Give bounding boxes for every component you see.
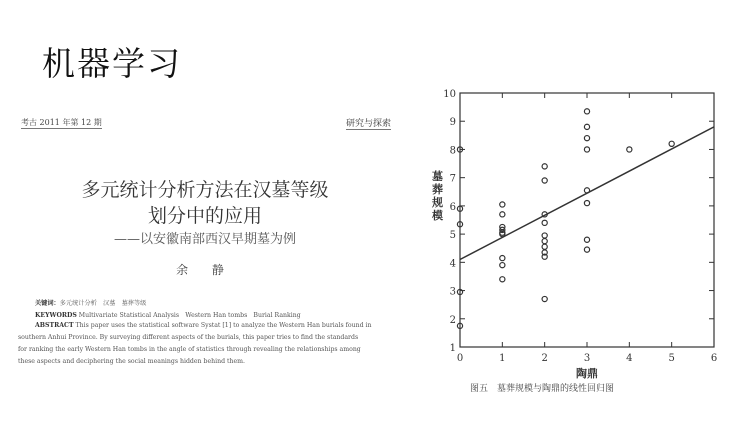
paper-subtitle: ——以安徽南部西汉早期墓为例 xyxy=(113,232,296,247)
data-point xyxy=(584,200,589,205)
y-tick-label: 4 xyxy=(449,258,456,270)
abstract-line: these aspects and deciphering the social meanings hidden behind them. xyxy=(18,358,245,365)
data-point xyxy=(584,136,589,141)
y-tick-label: 3 xyxy=(449,286,456,298)
x-axis-label: 陶鼎 xyxy=(576,367,598,380)
keywords-en xyxy=(35,310,301,319)
data-point xyxy=(500,256,505,261)
data-point xyxy=(584,147,589,152)
abstract-line: for ranking the early Western Han tombs in the angle of statistics through revealing the relationships among xyxy=(18,346,361,353)
y-tick-label: 7 xyxy=(449,173,456,185)
x-tick-label: 1 xyxy=(499,353,506,364)
x-tick-label: 4 xyxy=(626,353,633,364)
x-tick-label: 3 xyxy=(583,353,591,364)
y-tick-label: 1 xyxy=(449,343,456,354)
data-point xyxy=(584,247,589,252)
data-point xyxy=(542,239,547,244)
data-point xyxy=(500,202,505,207)
x-tick-label: 2 xyxy=(541,353,548,364)
data-point xyxy=(500,277,505,282)
y-tick-label: 5 xyxy=(449,230,456,242)
data-point xyxy=(627,147,632,152)
keywords-cn-label: 关键词： xyxy=(35,300,60,307)
data-point xyxy=(584,109,589,114)
data-point xyxy=(542,233,547,238)
data-point xyxy=(542,220,547,225)
data-point xyxy=(500,212,505,217)
plot-frame xyxy=(460,93,714,347)
keywords-cn-text: 多元统计分析 汉墓 墓葬等级 xyxy=(59,300,147,307)
abstract-label: ABSTRACT xyxy=(35,322,74,329)
data-point xyxy=(669,141,674,146)
y-tick-label: 10 xyxy=(443,89,456,100)
slide-title: 机器学习 xyxy=(42,44,182,83)
paper-title-line2: 划分中的应用 xyxy=(147,205,262,227)
data-point xyxy=(584,237,589,242)
y-tick-label: 8 xyxy=(449,145,456,157)
x-tick-label: 5 xyxy=(668,353,675,364)
data-point xyxy=(542,164,547,169)
y-tick-label: 6 xyxy=(449,201,456,213)
paper-excerpt xyxy=(15,112,395,372)
y-axis-label: 墓葬规模 xyxy=(432,170,443,222)
y-tick-label: 9 xyxy=(449,117,456,129)
data-point xyxy=(500,263,505,268)
data-point xyxy=(584,124,589,129)
keywords-en-label: KEYWORDS xyxy=(35,312,77,319)
y-tick-label: 2 xyxy=(449,314,456,326)
data-point xyxy=(542,296,547,301)
data-point xyxy=(542,244,547,249)
data-point xyxy=(584,188,589,193)
paper-author: 余 静 xyxy=(176,263,234,277)
journal-header: 考古 2011 年第 12 期 xyxy=(21,118,102,127)
keywords-cn xyxy=(35,298,146,307)
x-tick-label: 6 xyxy=(710,353,718,364)
abstract-line: ABSTRACT This paper uses the statistical software Systat [1] to analyze the Western Han burials found in xyxy=(35,322,372,329)
chart-caption: 图五 墓葬规模与陶鼎的线性回归图 xyxy=(470,384,615,394)
keywords-en-text: Multivariate Statistical Analysis Western Han tombs Burial Ranking xyxy=(78,312,301,319)
paper-title-line1: 多元统计分析方法在汉墓等级 xyxy=(81,179,329,201)
regression-scatter-chart xyxy=(432,85,740,385)
abstract-line: southern Anhui Province. By surveying different aspects of the burials, this paper tries to find the standards xyxy=(18,334,359,341)
x-tick-label: 0 xyxy=(456,353,464,364)
data-point xyxy=(542,178,547,183)
section-header: 研究与探索 xyxy=(346,116,391,130)
